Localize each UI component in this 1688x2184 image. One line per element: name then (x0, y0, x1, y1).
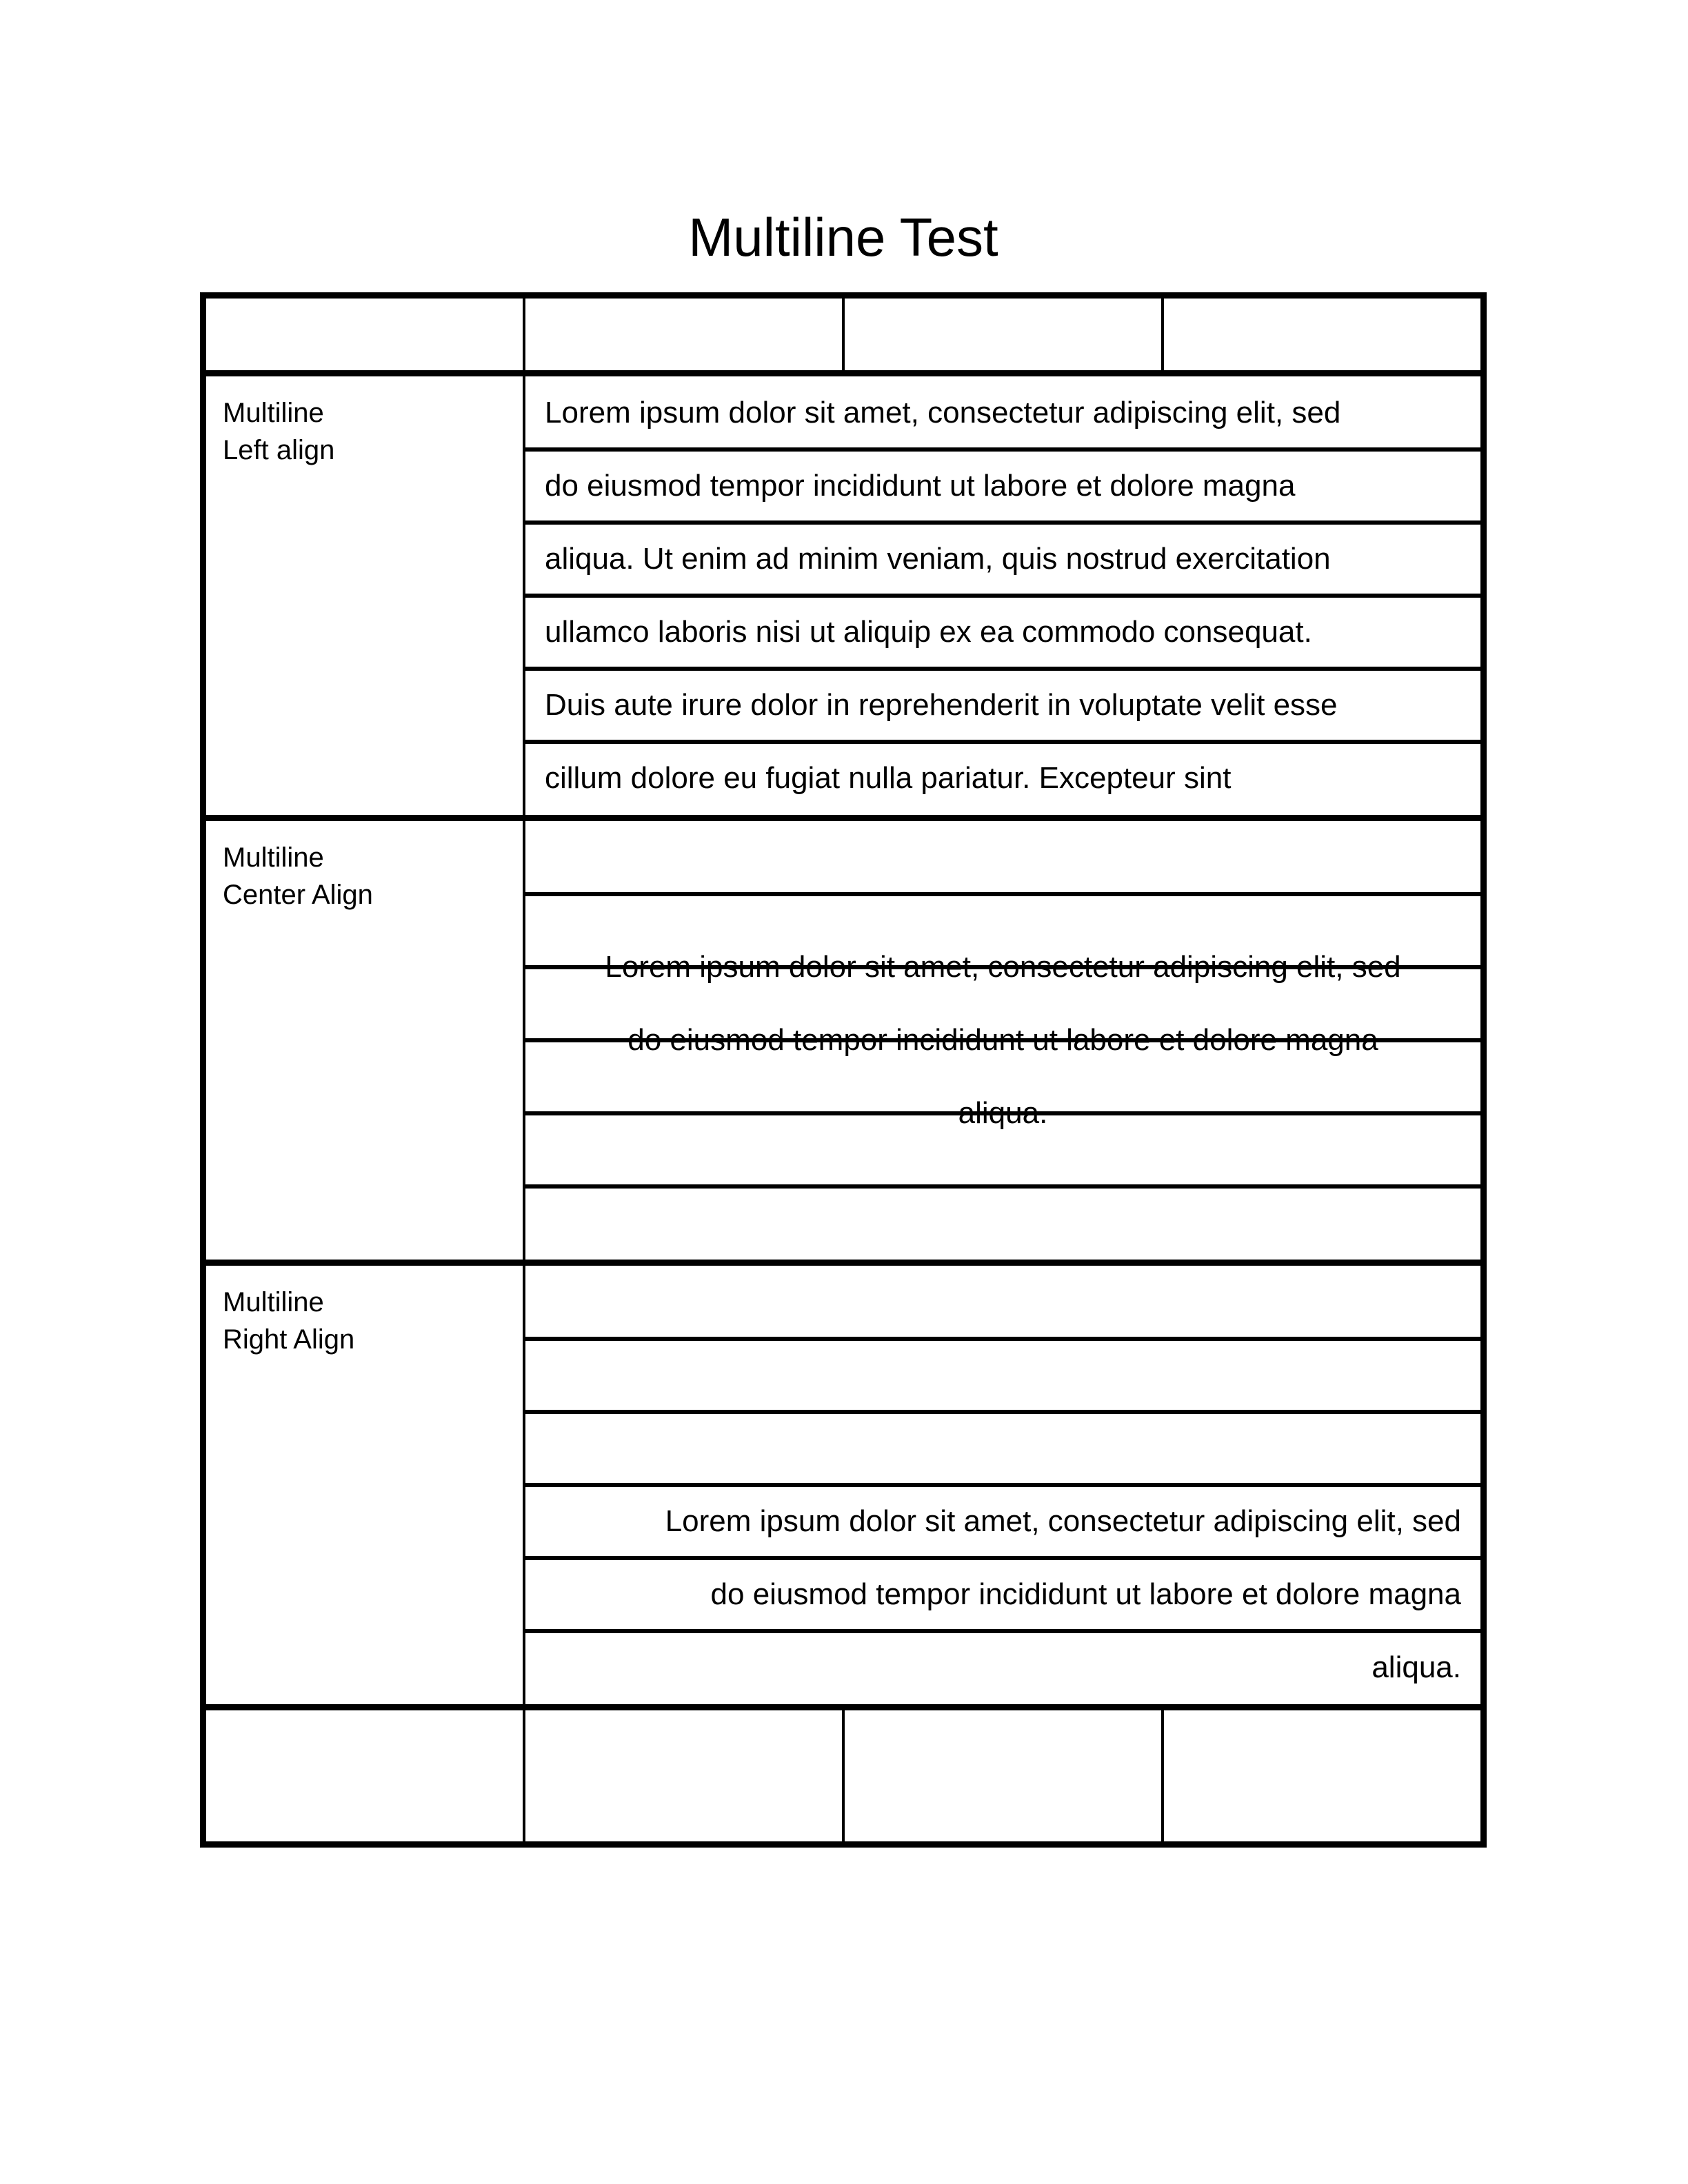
label-line: Center Align (223, 880, 373, 910)
header-cell (206, 299, 523, 370)
label-line: Multiline (223, 842, 324, 873)
footer-cell (206, 1710, 523, 1841)
row-label-right-align (206, 1266, 525, 1704)
label-line: Left align (223, 435, 335, 465)
label-line: Multiline (223, 398, 324, 428)
text-line: aliqua. (958, 1096, 1048, 1130)
footer-row (206, 1710, 1480, 1841)
text-line: Lorem ipsum dolor sit amet, consectetur adipiscing elit, sed (545, 396, 1341, 429)
label-line: Right Align (223, 1324, 355, 1355)
text-line: Lorem ipsum dolor sit amet, consectetur adipiscing elit, sed (665, 1504, 1461, 1538)
text-line: cillum dolore eu fugiat nulla pariatur. Excepteur sint (545, 761, 1232, 795)
text-line: do eiusmod tempor incididunt ut labore et dolore magna (545, 469, 1296, 503)
text-lines (525, 821, 1480, 1260)
text-lines (525, 1485, 1480, 1704)
header-cell (842, 299, 1161, 370)
row-divider-line (525, 1337, 1480, 1341)
section-right-align (206, 1266, 1480, 1710)
text-cell-center-align (525, 821, 1480, 1260)
header-cell (1161, 299, 1480, 370)
text-line: do eiusmod tempor incididunt ut labore et dolore magna (710, 1577, 1461, 1611)
footer-cell (1161, 1710, 1480, 1841)
text-line: do eiusmod tempor incididunt ut labore et dolore magna (627, 1023, 1378, 1057)
text-cell-right-align (525, 1266, 1480, 1704)
header-row (206, 299, 1480, 376)
multiline-table (200, 292, 1487, 1848)
text-line: Duis aute irure dolor in reprehenderit in voluptate velit esse (545, 688, 1338, 722)
section-left-align (206, 376, 1480, 821)
section-center-align (206, 821, 1480, 1266)
text-line: aliqua. Ut enim ad minim veniam, quis nostrud exercitation (545, 542, 1331, 576)
row-label-left-align (206, 376, 525, 815)
text-line: ullamco laboris nisi ut aliquip ex ea commodo consequat. (545, 615, 1312, 649)
page-title: Multiline Test (688, 207, 998, 267)
text-cell-left-align (525, 376, 1480, 815)
row-label-center-align (206, 821, 525, 1260)
footer-cell (842, 1710, 1161, 1841)
text-line: aliqua. (1372, 1650, 1461, 1684)
footer-cell (523, 1710, 842, 1841)
text-line: Lorem ipsum dolor sit amet, consectetur adipiscing elit, sed (605, 950, 1401, 984)
label-line: Multiline (223, 1287, 324, 1317)
header-cell (523, 299, 842, 370)
text-lines (525, 376, 1480, 815)
row-divider-line (525, 1410, 1480, 1414)
